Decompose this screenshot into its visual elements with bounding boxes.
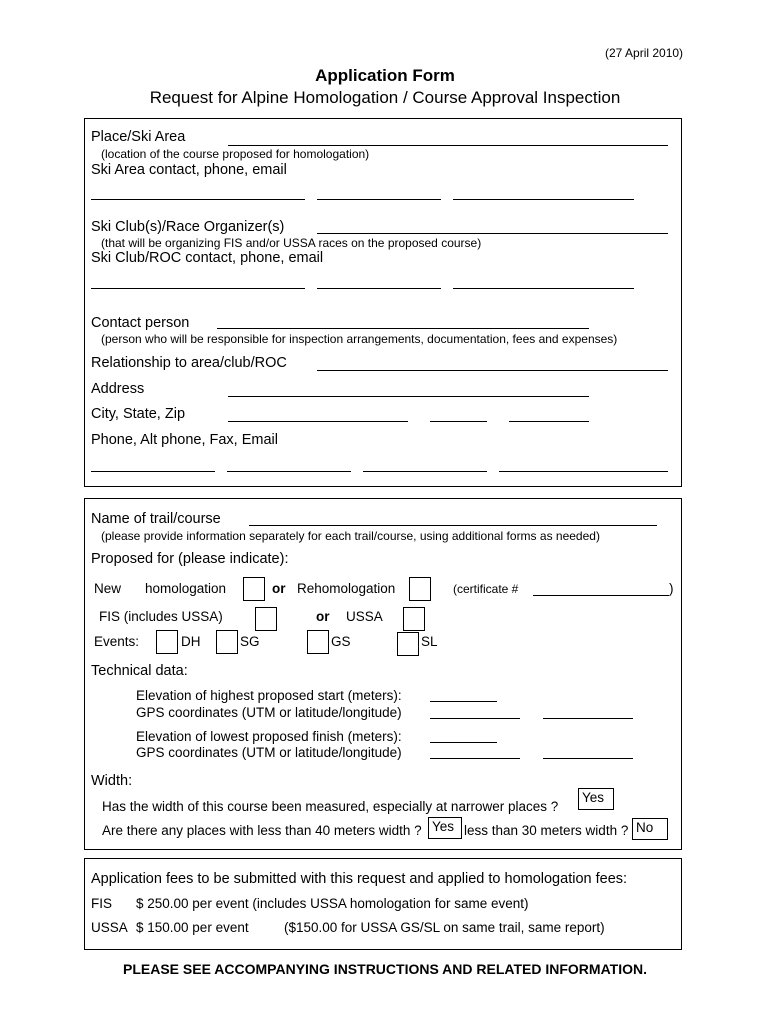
elev-start-field[interactable]	[430, 701, 497, 702]
club-contact-label: Ski Club/ROC contact, phone, email	[91, 250, 324, 266]
sl-checkbox[interactable]	[397, 632, 419, 656]
contact-field[interactable]	[217, 328, 589, 329]
new-label: New	[94, 581, 122, 596]
gps-start-field-2[interactable]	[543, 718, 633, 719]
place-label: Place/Ski Area	[91, 129, 186, 145]
measured-question: Has the width of this course been measured, especially at narrower places ?	[102, 799, 559, 814]
club-label: Ski Club(s)/Race Organizer(s)	[91, 219, 285, 235]
state-field[interactable]	[430, 421, 487, 422]
trail-note: (please provide information separately for each trail/course, using additional forms as needed)	[101, 529, 600, 543]
sg-checkbox[interactable]	[216, 630, 238, 654]
sl-label: SL	[421, 634, 438, 649]
certificate-close: )	[669, 581, 674, 596]
date: (27 April 2010)	[605, 46, 684, 60]
gps-finish-field-2[interactable]	[543, 758, 633, 759]
proposed-label: Proposed for (please indicate):	[91, 551, 289, 567]
city-label: City, State, Zip	[91, 406, 186, 422]
club-contact-field[interactable]	[91, 288, 305, 289]
gs-checkbox[interactable]	[307, 630, 329, 654]
gps-start-field-1[interactable]	[430, 718, 520, 719]
area-phone-field[interactable]	[317, 199, 441, 200]
footer-note: PLEASE SEE ACCOMPANYING INSTRUCTIONS AND RELATED INFORMATION.	[123, 961, 647, 977]
place-field[interactable]	[228, 145, 668, 146]
homologation-checkbox[interactable]	[243, 577, 265, 601]
certificate-field[interactable]	[533, 595, 669, 596]
fis-fee-label: FIS	[91, 896, 113, 911]
contact-note: (person who will be responsible for inspection arrangements, documentation, fees and expenses)	[101, 332, 618, 346]
width-30-answer[interactable]: No	[632, 818, 668, 840]
rehomologation-checkbox[interactable]	[409, 577, 431, 601]
phone-field[interactable]	[91, 471, 215, 472]
elev-finish-label: Elevation of lowest proposed finish (meters):	[136, 729, 402, 744]
ussa-checkbox[interactable]	[403, 607, 425, 631]
homologation-label: homologation	[145, 581, 227, 596]
address-label: Address	[91, 381, 145, 397]
ussa-fee-label: USSA	[91, 920, 128, 935]
rehomologation-label: Rehomologation	[297, 581, 396, 596]
width-30-question: less than 30 meters width ?	[464, 823, 629, 838]
relationship-label: Relationship to area/club/ROC	[91, 355, 287, 371]
fis-checkbox[interactable]	[255, 607, 277, 631]
gps-finish-label: GPS coordinates (UTM or latitude/longitude)	[136, 745, 402, 760]
ussa-fee: $ 150.00 per event	[136, 920, 249, 935]
page-title: Application Form	[315, 66, 455, 85]
trail-label: Name of trail/course	[91, 511, 221, 527]
dh-checkbox[interactable]	[156, 630, 178, 654]
ussa-fee-note: ($150.00 for USSA GS/SL on same trail, same report)	[284, 920, 605, 935]
zip-field[interactable]	[509, 421, 589, 422]
sg-label: SG	[240, 634, 260, 649]
club-field[interactable]	[317, 233, 668, 234]
area-email-field[interactable]	[453, 199, 634, 200]
gps-finish-field-1[interactable]	[430, 758, 520, 759]
gps-start-label: GPS coordinates (UTM or latitude/longitude)	[136, 705, 402, 720]
area-contact-label: Ski Area contact, phone, email	[91, 162, 287, 178]
certificate-label: (certificate #	[453, 582, 519, 596]
fax-field[interactable]	[363, 471, 487, 472]
or-label-2: or	[316, 609, 330, 624]
elev-start-label: Elevation of highest proposed start (meters):	[136, 688, 402, 703]
events-label: Events:	[94, 634, 140, 649]
relationship-field[interactable]	[317, 370, 668, 371]
measured-answer[interactable]: Yes	[578, 788, 614, 810]
address-field[interactable]	[228, 396, 589, 397]
contact-label: Contact person	[91, 315, 190, 331]
ussa-label: USSA	[346, 609, 383, 624]
trail-field[interactable]	[249, 525, 657, 526]
width-40-question: Are there any places with less than 40 meters width ?	[102, 823, 422, 838]
place-note: (location of the course proposed for homologation)	[101, 147, 370, 161]
width-40-answer[interactable]: Yes	[428, 817, 462, 839]
dh-label: DH	[181, 634, 201, 649]
phone-label: Phone, Alt phone, Fax, Email	[91, 432, 278, 448]
club-phone-field[interactable]	[317, 288, 441, 289]
technical-label: Technical data:	[91, 663, 188, 679]
city-field[interactable]	[228, 421, 408, 422]
club-email-field[interactable]	[453, 288, 634, 289]
club-note: (that will be organizing FIS and/or USSA races on the proposed course)	[101, 236, 482, 250]
page-subtitle: Request for Alpine Homologation / Course Approval Inspection	[149, 88, 621, 107]
or-label: or	[272, 581, 286, 596]
alt-phone-field[interactable]	[227, 471, 351, 472]
elev-finish-field[interactable]	[430, 742, 497, 743]
fees-label: Application fees to be submitted with this request and applied to homologation fees:	[91, 871, 628, 887]
fis-label: FIS (includes USSA)	[99, 609, 223, 624]
gs-label: GS	[331, 634, 351, 649]
area-contact-field[interactable]	[91, 199, 305, 200]
fis-fee: $ 250.00 per event (includes USSA homologation for same event)	[136, 896, 529, 911]
email-field[interactable]	[499, 471, 668, 472]
width-label: Width:	[91, 773, 133, 789]
